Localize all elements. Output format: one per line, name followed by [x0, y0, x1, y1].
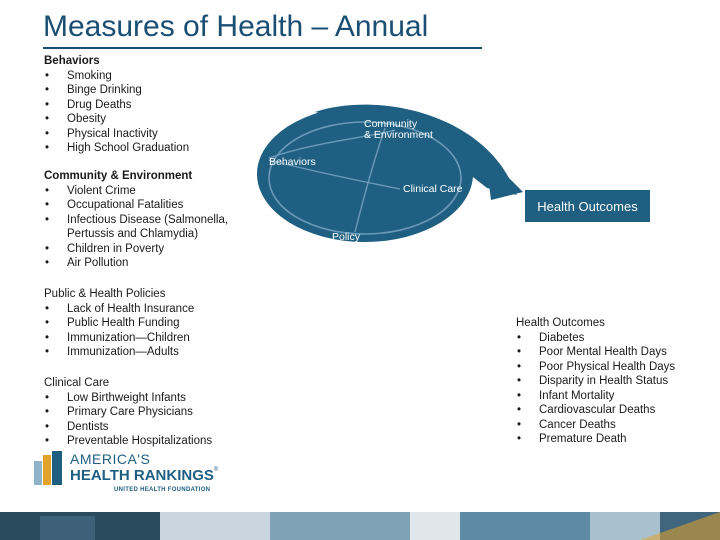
section-health-outcomes	[516, 316, 675, 447]
list-item: • Preventable Hospitalizations	[45, 435, 213, 447]
label-environment: & Environment	[364, 129, 433, 141]
list-item: • Infant Mortality	[517, 389, 615, 402]
section-heading: Public & Health Policies	[44, 288, 166, 300]
list-item: • Cancer Deaths	[517, 418, 616, 431]
list-item: • Occupational Fatalities	[45, 199, 184, 211]
section-heading: Behaviors	[44, 55, 100, 67]
health-determinants-diagram	[255, 102, 525, 252]
label-community: Community	[364, 118, 418, 130]
list-item: • Violent Crime	[45, 184, 136, 197]
section-public-health-policies	[44, 287, 194, 360]
label-policy: Policy	[332, 231, 361, 243]
list-item: • Smoking	[45, 69, 112, 82]
section-behaviors	[44, 54, 189, 156]
section-heading: Community & Environment	[44, 170, 193, 182]
list-item: • Children in Poverty	[45, 242, 165, 255]
logo-bars-icon	[32, 449, 66, 485]
list-item: • Drug Deaths	[45, 98, 132, 111]
list-item: • Immunization—Children	[45, 331, 190, 344]
section-clinical-care	[44, 376, 212, 449]
logo-line3: UNITED HEALTH FOUNDATION	[114, 487, 211, 493]
list-item: • Immunization—Adults	[45, 346, 179, 358]
section-community-environment	[44, 169, 257, 271]
list-item: • Poor Mental Health Days	[517, 346, 667, 358]
footer-band	[0, 512, 720, 540]
label-clinical-care: Clinical Care	[403, 183, 463, 195]
list-item: • High School Graduation	[45, 142, 190, 154]
list-item: • Infectious Disease (Salmonella, Pertussis and Chlamydia)	[45, 213, 229, 240]
arrow-head	[485, 154, 523, 200]
section-heading: Health Outcomes	[516, 317, 605, 329]
slide-title: Measures of Health – Annual	[43, 10, 429, 43]
section-heading: Clinical Care	[44, 377, 110, 389]
list-item: • Poor Physical Health Days	[517, 360, 676, 373]
logo-line2: HEALTH RANKINGS®	[70, 467, 219, 484]
list-item: • Low Birthweight Infants	[45, 391, 186, 404]
list-item: • Lack of Health Insurance	[45, 302, 195, 315]
list-item: • Dentists	[45, 420, 109, 433]
list-item: • Public Health Funding	[45, 317, 180, 329]
list-item: • Cardiovascular Deaths	[517, 404, 656, 416]
americas-health-rankings-logo	[32, 447, 232, 497]
list-item: • Disparity in Health Status	[517, 375, 669, 387]
label-behaviors: Behaviors	[269, 156, 316, 168]
list-item: • Physical Inactivity	[45, 127, 158, 140]
title-divider	[43, 47, 482, 49]
health-outcomes-box: Health Outcomes	[525, 190, 650, 222]
list-item: • Diabetes	[517, 331, 585, 344]
list-item: • Premature Death	[517, 433, 627, 445]
logo-line1: AMERICA'S	[70, 451, 151, 467]
list-item: • Air Pollution	[45, 257, 129, 269]
list-item: • Obesity	[45, 113, 106, 125]
list-item: • Binge Drinking	[45, 84, 142, 96]
list-item: • Primary Care Physicians	[45, 406, 193, 418]
